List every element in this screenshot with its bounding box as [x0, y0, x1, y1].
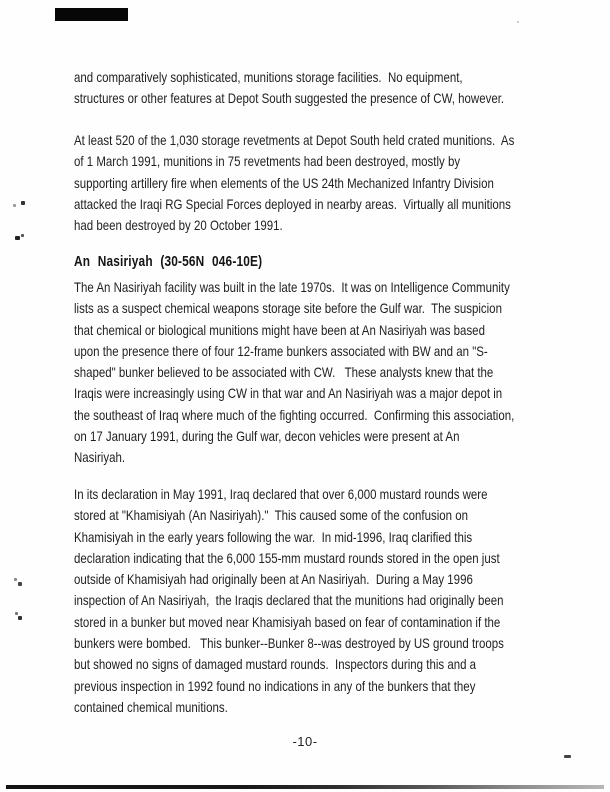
text-line: declaration indicating that the 6,000 155-mm mustard rounds stored in the open just — [74, 549, 500, 566]
text-line: and comparatively sophisticated, munitions storage facilities. No equipment, — [74, 69, 463, 85]
text-line: attacked the Iraqi RG Special Forces deployed in nearby areas. Virtually all munitions — [74, 195, 511, 212]
text-line: outside of Khamisiyah had originally been at An Nasiriyah. During a May 1996 — [74, 571, 473, 588]
text-line: of 1 March 1991, munitions in 75 revetments had been destroyed, mostly by — [74, 153, 461, 170]
text-line: structures or other features at Depot South suggested the presence of CW, however. — [74, 90, 505, 107]
text-line: the southeast of Iraq where much of the fighting occurred. Confirming this association, — [74, 406, 515, 423]
text-line: lists as a suspect chemical weapons storage site before the Gulf war. The suspicion — [74, 300, 502, 317]
paragraph-facility-history — [74, 277, 514, 469]
text-line: previous inspection in 1992 found no indications in any of the bunkers that they — [74, 677, 476, 694]
text-line: inspection of An Nasiriyah, the Iraqis declared that the munitions had originally been — [74, 592, 504, 609]
scan-artifact — [18, 582, 22, 586]
text-line: upon the presence there of four 12-frame bunkers associated with BW and an "S- — [74, 342, 488, 359]
text-line: stored in a bunker but moved near Khamisiyah based on fear of contamination if the — [74, 613, 501, 630]
scan-artifact — [15, 236, 20, 240]
text-line: Khamisiyah in the early years following the war. In mid-1996, Iraq clarified this — [74, 528, 473, 545]
redaction-mark — [55, 8, 128, 21]
text-line: In its declaration in May 1991, Iraq declared that over 6,000 mustard rounds were — [74, 486, 488, 502]
scan-artifact — [21, 234, 24, 237]
text-line: stored at "Khamisiyah (An Nasiriyah)." This caused some of the confusion on — [74, 507, 468, 524]
text-line: shaped" bunker believed to be associated with CW. These analysts knew that the — [74, 364, 494, 381]
paragraph-revetments — [74, 130, 514, 236]
text-line: The An Nasiriyah facility was built in the late 1970s. It was on Intelligence Community — [74, 279, 510, 295]
text-line: but showed no signs of damaged mustard rounds. Inspectors during this and a — [74, 656, 477, 673]
scan-artifact — [21, 201, 25, 205]
scan-artifact — [18, 616, 22, 620]
section-heading: An Nasiriyah (30-56N 046-10E) — [74, 254, 263, 270]
scan-artifact — [564, 755, 571, 758]
scan-artifact — [13, 204, 16, 207]
text-line: Iraqis were increasingly using CW in that war and An Nasiriyah was a major depot in — [74, 385, 503, 402]
text-line: contained chemical munitions. — [74, 698, 228, 715]
page-number: -10- — [292, 734, 318, 749]
scan-artifact — [14, 578, 17, 581]
text-line: Nasiriyah. — [74, 449, 126, 466]
text-line: bunkers were bombed. This bunker--Bunker 8--was destroyed by US ground troops — [74, 635, 504, 652]
scan-artifact — [517, 21, 519, 23]
paragraph-depot-south — [74, 67, 504, 110]
text-line: At least 520 of the 1,030 storage revetments at Depot South held crated munitions. As — [74, 132, 515, 148]
text-line: had been destroyed by 20 October 1991. — [74, 217, 283, 234]
scan-edge-line — [6, 785, 604, 789]
text-line: supporting artillery fire when elements of the US 24th Mechanized Infantry Division — [74, 174, 494, 191]
scan-artifact — [15, 612, 18, 615]
text-line: that chemical or biological munitions might have been at An Nasiriyah was based — [74, 321, 485, 338]
text-line: on 17 January 1991, during the Gulf war, decon vehicles were present at An — [74, 428, 460, 445]
paragraph-declaration — [74, 484, 504, 718]
